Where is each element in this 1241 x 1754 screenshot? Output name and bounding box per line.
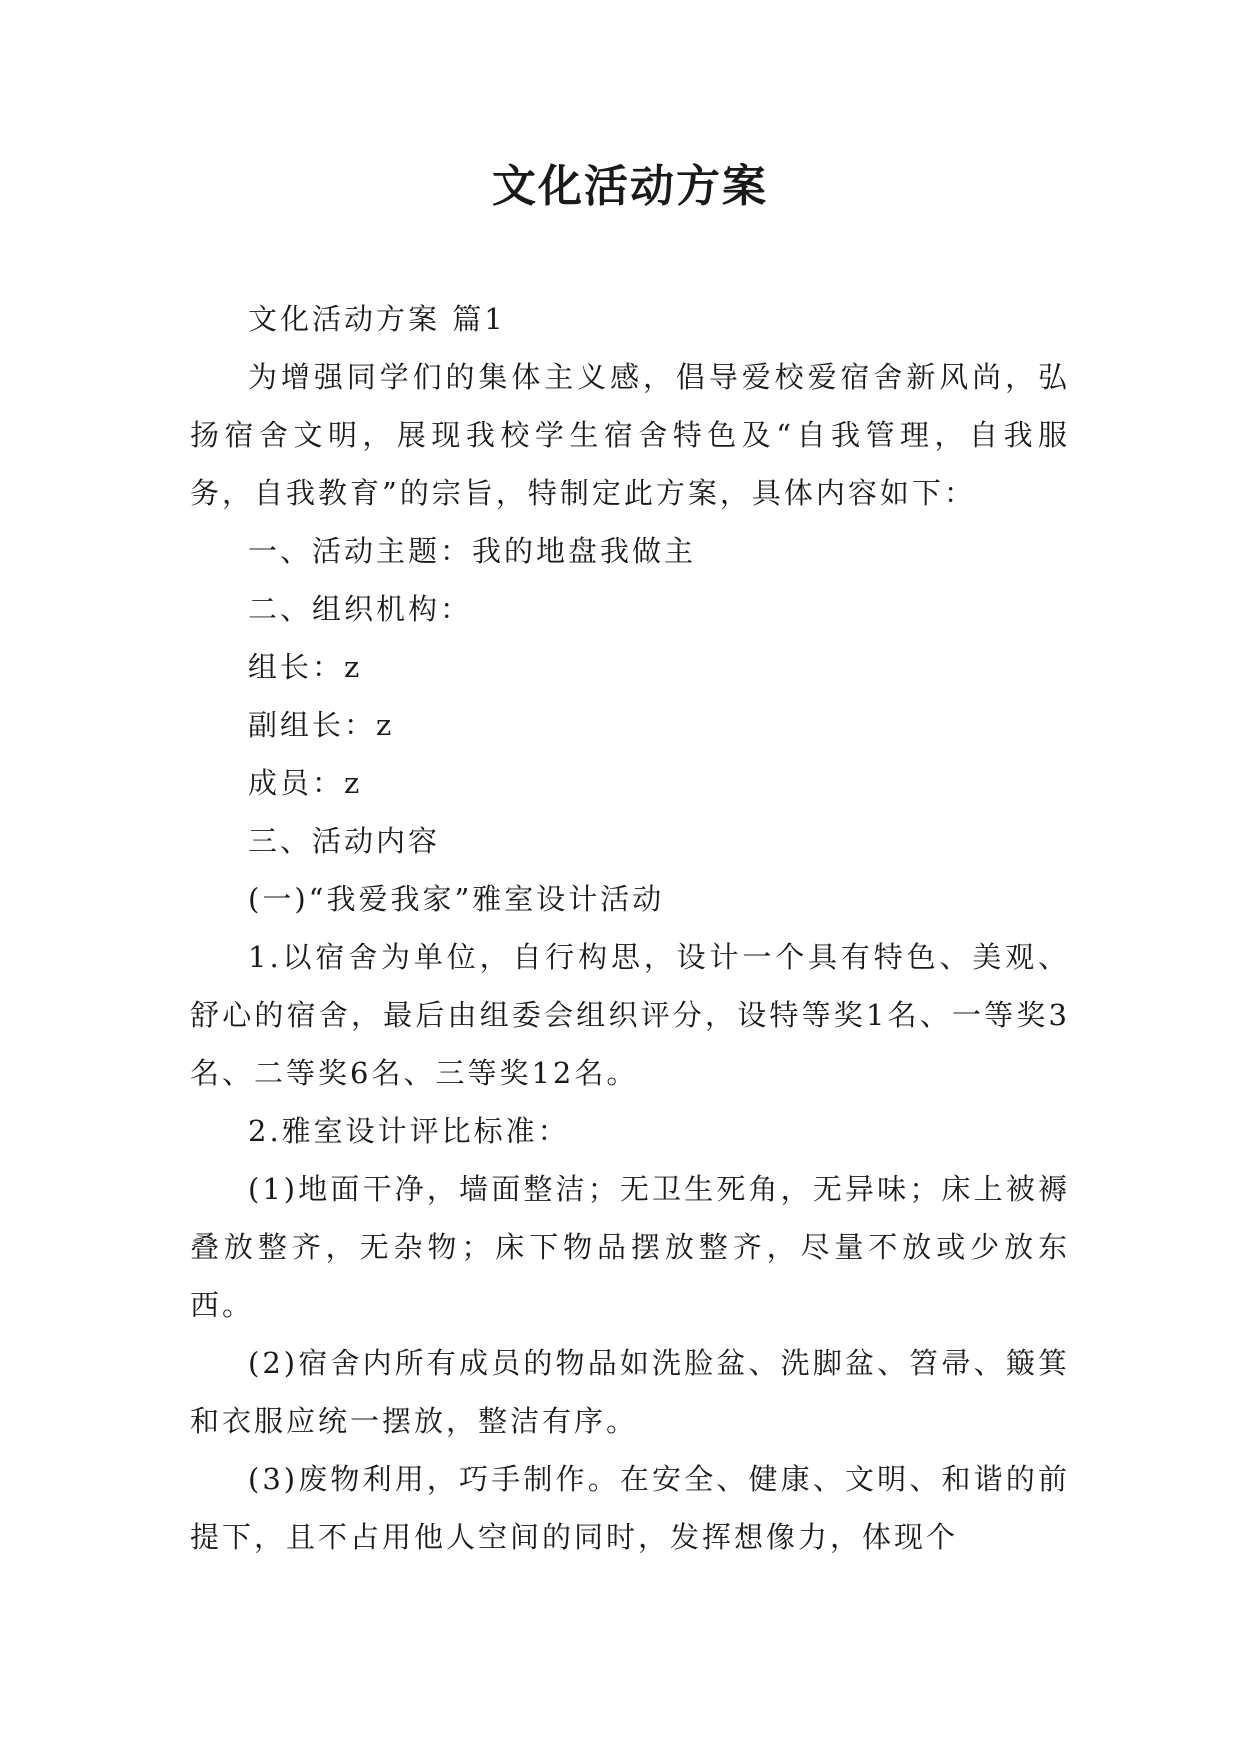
paragraph: 成员：z: [248, 766, 363, 800]
section-heading: 文化活动方案 篇1: [248, 302, 506, 336]
paragraph: 组长：z: [248, 650, 363, 684]
paragraph: (3)废物利用，巧手制作。在安全、健康、文明、和谐的前提下，且不占用他人空间的同时，发挥想像力，体现个: [190, 1462, 1070, 1554]
paragraph: 为增强同学们的集体主义感，倡导爱校爱宿舍新风尚，弘扬宿舍文明，展现我校学生宿舍特色及“自我管理，自我服务，自我教育”的宗旨，特制定此方案，具体内容如下：: [190, 360, 1070, 510]
paragraph: (一)“我爱我家”雅室设计活动: [248, 882, 665, 916]
paragraph: 二、组织机构：: [248, 592, 473, 626]
document-body: [190, 290, 1070, 1566]
paragraph: 2.雅室设计评比标准：: [248, 1114, 570, 1148]
paragraph: (1)地面干净，墙面整洁；无卫生死角，无异味；床上被褥叠放整齐，无杂物；床下物品摆放整齐，尽量不放或少放东西。: [190, 1172, 1070, 1322]
paragraph: (2)宿舍内所有成员的物品如洗脸盆、洗脚盆、笤帚、簸箕和衣服应统一摆放，整洁有序。: [190, 1346, 1070, 1438]
paragraph: 三、活动内容: [248, 824, 441, 858]
document-title: 文化活动方案: [492, 161, 768, 212]
paragraph: 1.以宿舍为单位，自行构思，设计一个具有特色、美观、舒心的宿舍，最后由组委会组织评分，设特等奖1名、一等奖3名、二等奖6名、三等奖12名。: [190, 940, 1070, 1090]
paragraph: 副组长：z: [248, 708, 395, 742]
paragraph: 一、活动主题：我的地盘我做主: [248, 534, 697, 568]
